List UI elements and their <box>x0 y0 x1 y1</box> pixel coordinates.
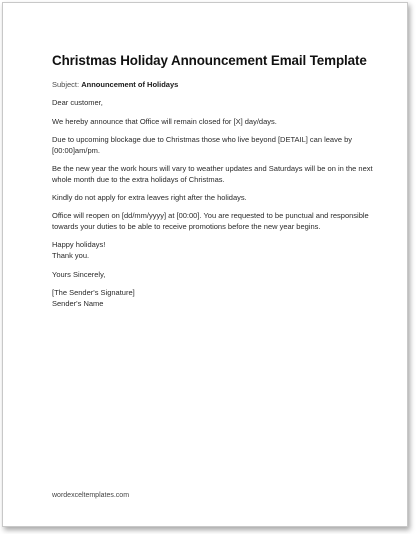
footer-website: wordexceltemplates.com <box>52 492 130 499</box>
closing-thank-you: Thank you. <box>52 251 90 261</box>
paragraph-closure: We hereby announce that Office will remain closed for [X] day/days. <box>52 116 277 126</box>
paragraph-reopen: Office will reopen on [dd/mm/yyyy] at [00:00]. You are requested to be punctual and responsible towards your duties to be able to receive promotions before the new year begins. <box>52 211 369 232</box>
paragraph-blockage: Due to upcoming blockage due to Christmas those who live beyond [DETAIL] can leave by [00:00]am/pm. <box>52 134 353 155</box>
letter-body <box>52 53 392 317</box>
paragraph-work-hours: Be the new year the work hours will vary to weather updates and Saturdays will be on in the next whole month due to the extra holidays of Christmas. <box>52 163 373 184</box>
signature-placeholder: [The Sender's Signature] <box>52 287 135 297</box>
page-title: Christmas Holiday Announcement Email Template <box>52 53 367 68</box>
sender-name: Sender's Name <box>52 298 104 308</box>
subject-line <box>52 80 392 91</box>
paragraph-leaves: Kindly do not apply for extra leaves right after the holidays. <box>52 193 247 203</box>
subject-label: Subject: <box>52 80 80 89</box>
sign-off: Yours Sincerely, <box>52 269 106 279</box>
closing-happy-holidays: Happy holidays! <box>52 240 106 250</box>
subject-value: Announcement of Holidays <box>81 80 179 89</box>
greeting: Dear customer, <box>52 98 103 108</box>
document-page <box>2 2 408 527</box>
